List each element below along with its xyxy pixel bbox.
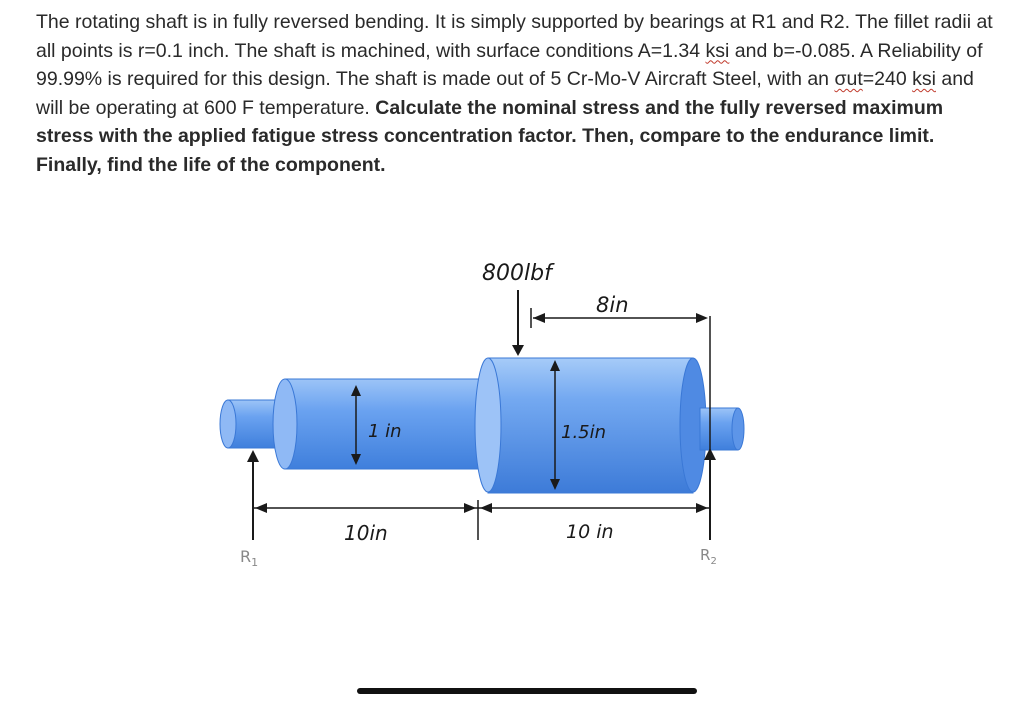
problem-text-2: and b=-0.085. A Reliability of 99.99% is required for this design. The shaft is made out of 5 Cr-Mo-V Aircraft Steel, with an [36,39,983,91]
load-arrow [512,290,524,356]
problem-statement [36,8,1004,180]
r1-label: $R_1$ [240,547,259,569]
r2-label: $R_2$ [700,546,717,567]
dim-bottom [253,500,710,540]
shaft-diagram [0,220,1024,620]
problem-task-bold: Calculate the nominal stress and the fully reversed maximum stress with the applied fatigue stress concentration factor. Then, compare to the endurance limit. Finally, find the life of the component. [36,96,944,176]
dim-1in-label: 1 in [368,421,402,442]
spellcheck-ksi-2: ksi [912,68,936,91]
dim-10in-right-label: 10 in [566,521,614,543]
dim-8in-label: 8in [596,293,629,317]
problem-text-4: and will be operating at 600 F temperature. [36,68,974,119]
support-r2 [704,448,716,540]
spellcheck-ksi-1: ksi [705,39,730,62]
support-r1 [247,450,259,540]
problem-text-3: =240 [862,68,913,91]
home-indicator[interactable] [357,688,697,694]
load-label: 800lbf [482,261,552,286]
right-journal [700,408,744,450]
problem-text-1: The rotating shaft is in fully reversed bending. It is simply supported by bearings at R1 and R2. The fillet radii at all points is r=0.1 inch. The shaft is machined, with surface conditions A=1.34 [36,11,993,62]
spellcheck-sigma-ut: σut [834,68,863,91]
dim-15in-label: 1.5in [561,422,607,443]
dim-10in-left-label: 10in [344,521,388,545]
left-journal [220,400,276,448]
